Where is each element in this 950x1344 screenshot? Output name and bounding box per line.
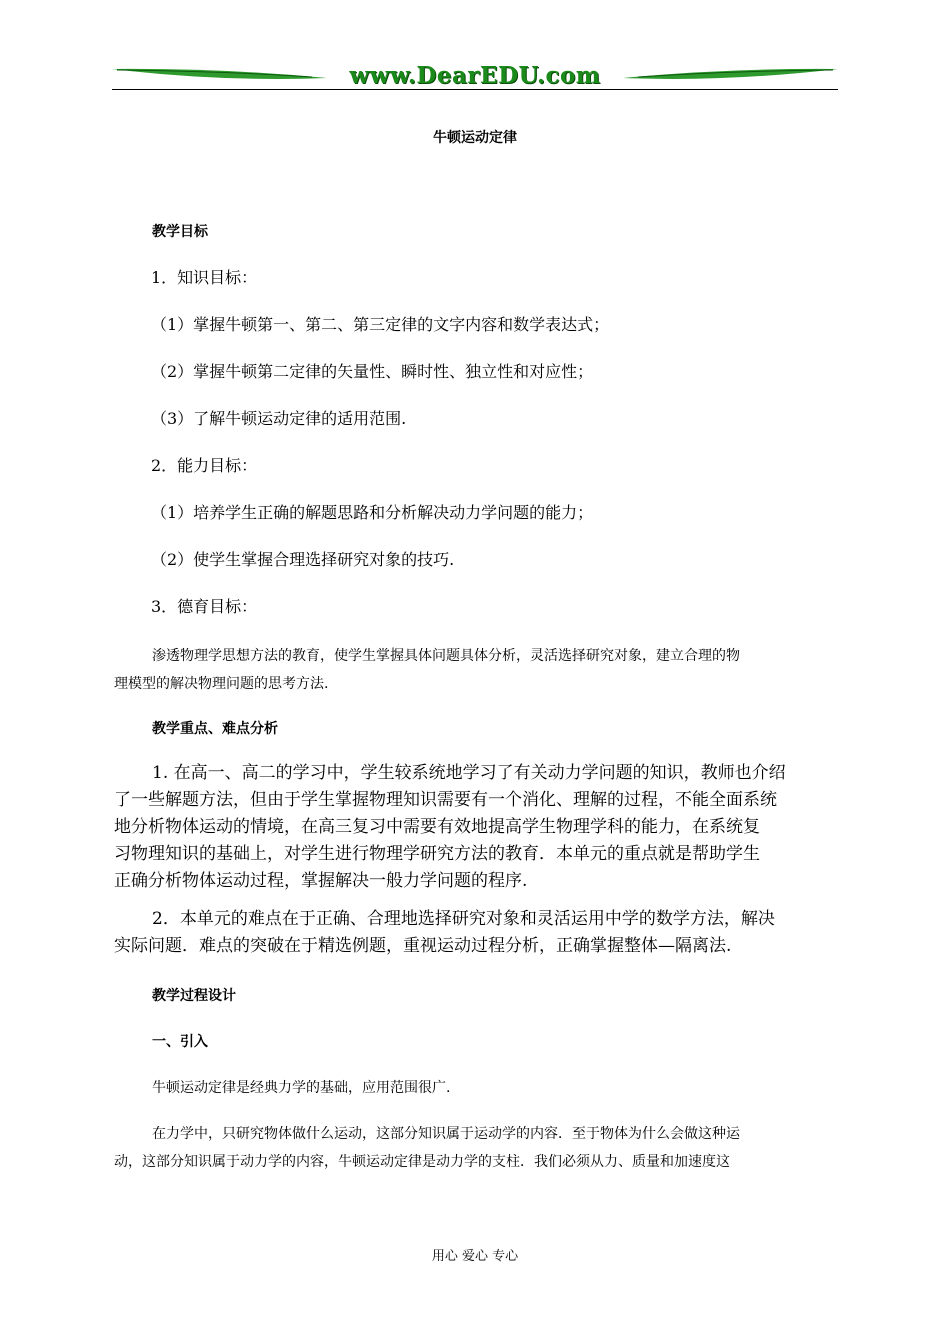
ability-goal-heading: 2．能力目标： [151,456,258,475]
header-site-logo: www.DearEDU.com [349,62,601,89]
paragraph-line: 渗透物理学思想方法的教育，使学生掌握具体问题具体分析，灵活选择研究对象，建立合理的物 [152,648,740,664]
paragraph-line: 动，这部分知识属于动力学的内容，牛顿运动定律是动力学的支柱．我们必须从力、质量和加速度这 [114,1154,730,1170]
paragraph-line: 地分析物体运动的情境，在高三复习中需要有效地提高学生物理学科的能力，在系统复 [114,817,760,837]
section-heading-intro: 一、引入 [152,1034,208,1050]
paragraph-line: 2．本单元的难点在于正确、合理地选择研究对象和灵活运用中学的数学方法，解决 [152,909,775,929]
paragraph-line: 理模型的解决物理问题的思考方法. [114,676,329,692]
document-title: 牛顿运动定律 [433,130,517,146]
section-heading-process: 教学过程设计 [152,988,236,1004]
moral-goal-heading: 3．德育目标： [151,597,258,616]
knowledge-goal-item: （1）掌握牛顿第一、第二、第三定律的文字内容和数学表达式； [151,315,610,334]
paragraph-line: 正确分析物体运动过程，掌握解决一般力学问题的程序. [114,871,528,891]
intro-paragraph-2 [114,1120,838,1176]
paragraph-line: 在力学中，只研究物体做什么运动，这部分知识属于运动学的内容．至于物体为什么会做这种运 [152,1126,740,1142]
paragraph-line: 了一些解题方法，但由于学生掌握物理知识需要有一个消化、理解的过程，不能全面系统 [114,790,777,810]
paragraph-line: 1. 在高一、高二的学习中，学生较系统地学习了有关动力学问题的知识，教师也介绍 [152,763,786,783]
section-heading-goals: 教学目标 [152,224,208,240]
ability-goal-item: （2）使学生掌握合理选择研究对象的技巧. [151,550,455,569]
header-divider [112,89,838,90]
knowledge-goal-item: （3）了解牛顿运动定律的适用范围. [151,409,407,428]
section-heading-focus: 教学重点、难点分析 [152,721,278,737]
paragraph-line: 习物理知识的基础上，对学生进行物理学研究方法的教育．本单元的重点就是帮助学生 [114,844,760,864]
header-banner [112,58,838,98]
focus-paragraph-2 [114,906,838,960]
moral-goal-paragraph [114,642,838,698]
page-footer: 用心 爱心 专心 [431,1249,519,1264]
knowledge-goal-heading: 1．知识目标： [151,268,258,287]
knowledge-goal-item: （2）掌握牛顿第二定律的矢量性、瞬时性、独立性和对应性； [151,362,594,381]
intro-paragraph-1: 牛顿运动定律是经典力学的基础，应用范围很广. [152,1080,451,1096]
paragraph-line: 实际问题．难点的突破在于精选例题，重视运动过程分析，正确掌握整体—隔离法. [114,936,732,956]
ability-goal-item: （1）培养学生正确的解题思路和分析解决动力学问题的能力； [151,503,594,522]
focus-paragraph-1 [114,760,838,895]
